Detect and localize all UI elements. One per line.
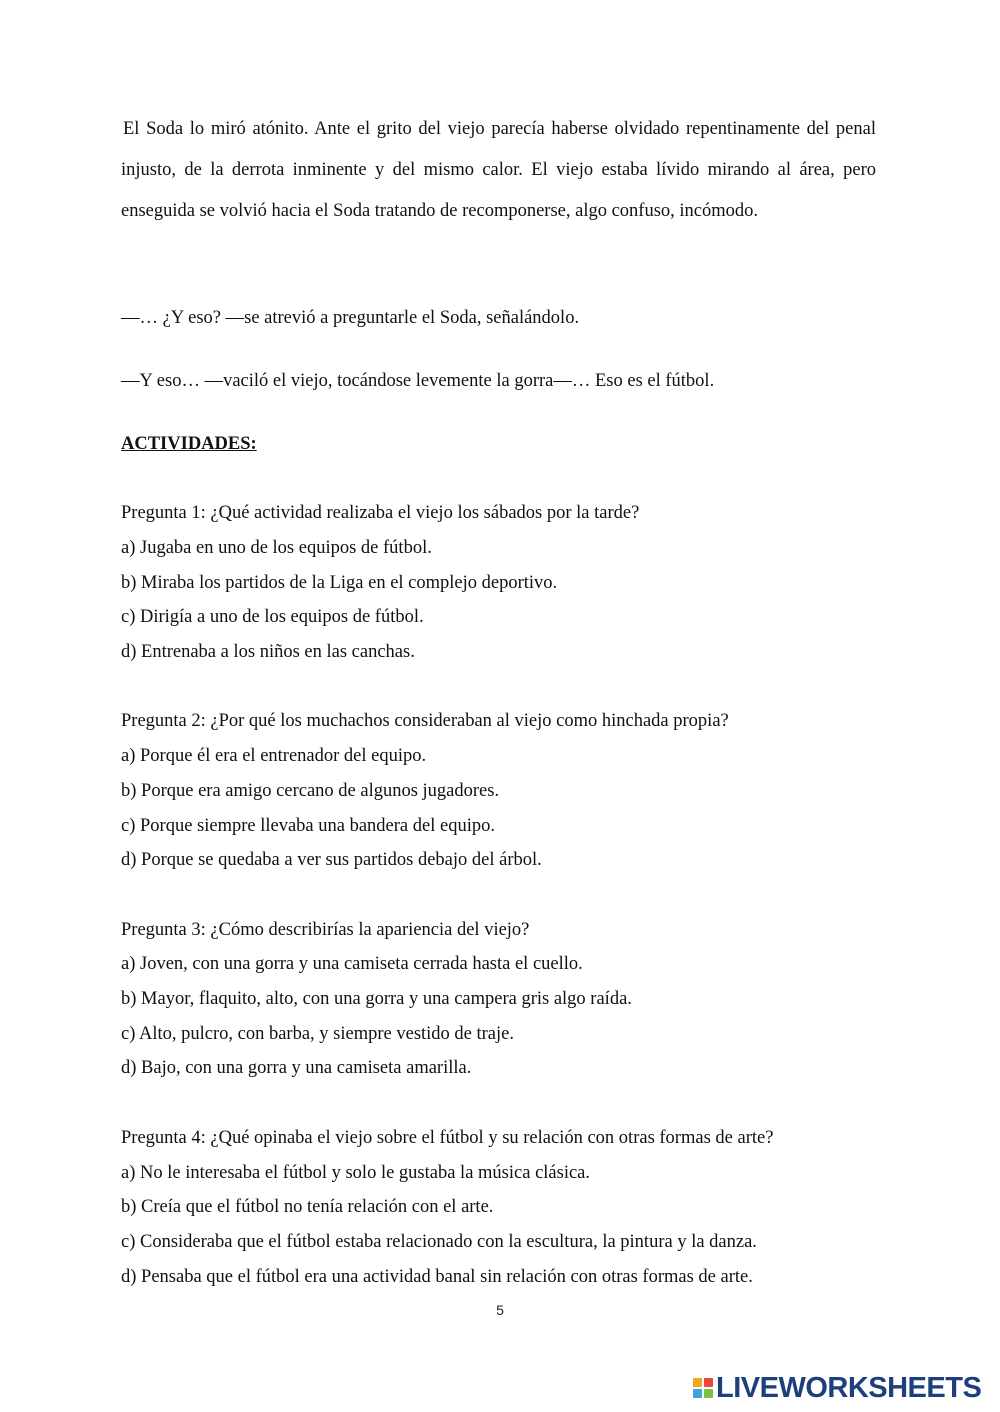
dialogue-line-2: —Y eso… —vaciló el viejo, tocándose levemente la gorra—… Eso es el fútbol. (121, 371, 715, 391)
question-4-text: Pregunta 4: ¿Qué opinaba el viejo sobre el fútbol y su relación con otras formas de arte? (121, 1128, 774, 1148)
question-3-option-c: c) Alto, pulcro, con barba, y siempre vestido de traje. (121, 1024, 514, 1044)
question-2-option-b: b) Porque era amigo cercano de algunos jugadores. (121, 781, 500, 801)
logo-square-orange (693, 1378, 702, 1387)
page-number: 5 (496, 1302, 504, 1318)
question-2-option-d: d) Porque se quedaba a ver sus partidos debajo del árbol. (121, 850, 542, 870)
question-2-option-a: a) Porque él era el entrenador del equipo. (121, 746, 427, 766)
question-3-option-b: b) Mayor, flaquito, alto, con una gorra y una campera gris algo raída. (121, 989, 632, 1009)
liveworksheets-logo-text: LIVEWORKSHEETS (716, 1372, 982, 1404)
logo-square-red (704, 1378, 713, 1387)
question-2-text: Pregunta 2: ¿Por qué los muchachos consideraban al viejo como hinchada propia? (121, 711, 729, 731)
question-4-option-c: c) Consideraba que el fútbol estaba relacionado con la escultura, la pintura y la danza. (121, 1232, 757, 1252)
question-1-option-b: b) Miraba los partidos de la Liga en el complejo deportivo. (121, 573, 558, 593)
question-4-option-d: d) Pensaba que el fútbol era una actividad banal sin relación con otras formas de arte. (121, 1267, 753, 1287)
activities-heading: ACTIVIDADES: (121, 434, 257, 454)
liveworksheets-logo (693, 1373, 981, 1403)
question-1-option-d: d) Entrenaba a los niños en las canchas. (121, 642, 415, 662)
question-3-option-d: d) Bajo, con una gorra y una camiseta amarilla. (121, 1058, 472, 1078)
question-4-option-b: b) Creía que el fútbol no tenía relación con el arte. (121, 1197, 494, 1217)
liveworksheets-logo-icon (693, 1378, 713, 1398)
dialogue-line-1: —… ¿Y eso? —se atrevió a preguntarle el Soda, señalándolo. (121, 308, 580, 328)
question-1-text: Pregunta 1: ¿Qué actividad realizaba el viejo los sábados por la tarde? (121, 503, 640, 523)
question-4-option-a: a) No le interesaba el fútbol y solo le gustaba la música clásica. (121, 1163, 591, 1183)
question-3-text: Pregunta 3: ¿Cómo describirías la apariencia del viejo? (121, 920, 530, 940)
question-1-option-c: c) Dirigía a uno de los equipos de fútbol. (121, 607, 424, 627)
story-paragraph: El Soda lo miró atónito. Ante el grito del viejo parecía haberse olvidado repentinamente del penal injusto, de la derrota inminente y del mismo calor. El viejo estaba lívido mirando al área, pero enseguida se volvió hacia el Soda tratando de recomponerse, algo confuso, incómodo. (121, 119, 876, 221)
question-2-option-c: c) Porque siempre llevaba una bandera del equipo. (121, 816, 495, 836)
logo-square-blue (693, 1389, 702, 1398)
logo-square-green (704, 1389, 713, 1398)
question-1-option-a: a) Jugaba en uno de los equipos de fútbol. (121, 538, 432, 558)
question-3-option-a: a) Joven, con una gorra y una camiseta cerrada hasta el cuello. (121, 954, 583, 974)
